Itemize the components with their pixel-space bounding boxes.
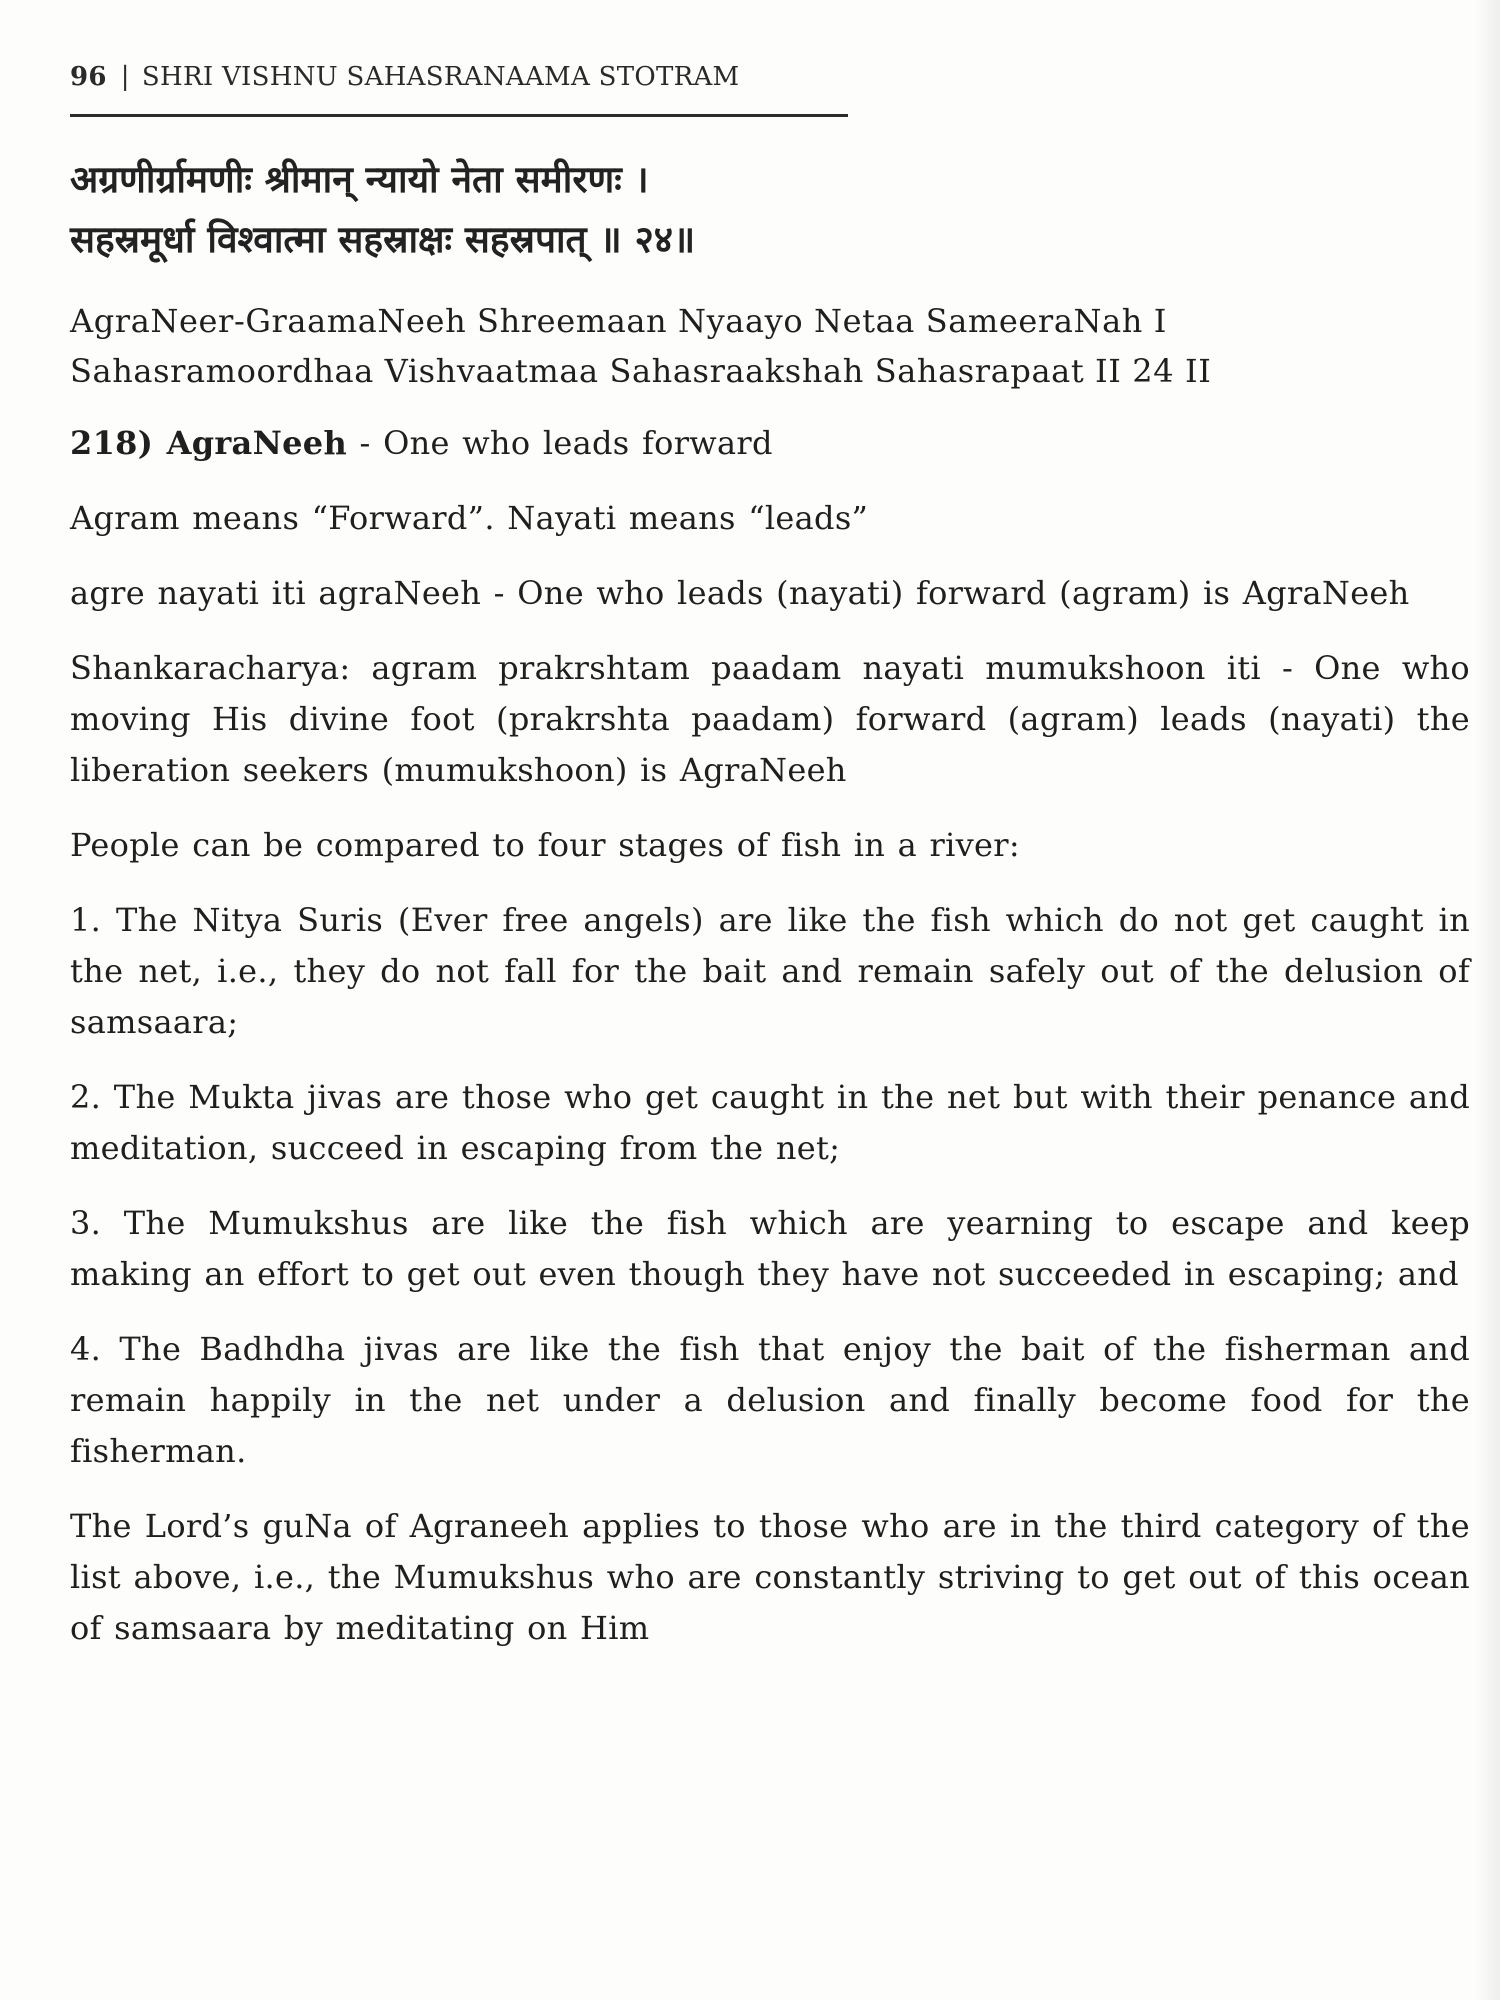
list-item: 1. The Nitya Suris (Ever free angels) are like the fish which do not get caught in the net, i.e., they do not fall for the bait and remain safely out of the delusion of samsaara; (70, 901, 1470, 1041)
entry-name: 218) AgraNeeh (70, 424, 348, 462)
transliteration-line-2: Sahasramoordhaa Vishvaatmaa Sahasraakshah Sahasrapaat II 24 II (70, 352, 1212, 390)
book-title: SHRI VISHNU SAHASRANAAMA STOTRAM (141, 62, 740, 92)
page-number: 96 (70, 62, 107, 92)
paragraph: Shankaracharya: agram prakrshtam paadam nayati mumukshoon iti - One who moving His divine foot (prakrshta paadam) forward (agram) leads (nayati) the liberation seekers (mumukshoon) is AgraNeeh (70, 649, 1470, 789)
list-item: 4. The Badhdha jivas are like the fish that enjoy the bait of the fisherman and remain happily in the net under a delusion and finally become food for the fisherman. (70, 1330, 1470, 1470)
verse-transliteration (70, 296, 1470, 396)
transliteration-line-1: AgraNeer-GraamaNeeh Shreemaan Nyaayo Netaa SameeraNah I (70, 302, 1167, 340)
page-content (70, 150, 1470, 1678)
paragraph: People can be compared to four stages of fish in a river: (70, 826, 1020, 864)
scan-edge-shadow (1474, 0, 1500, 2000)
header-separator: | (120, 62, 130, 92)
list-item: 3. The Mumukshus are like the fish which are yearning to escape and keep making an effort to get out even though they have not succeeded in escaping; and (70, 1204, 1470, 1293)
entry-heading (70, 418, 1470, 469)
paragraph: Agram means “Forward”. Nayati means “leads” (70, 499, 869, 537)
verse-line-1: अग्रणीर्ग्रामणीः श्रीमान् न्यायो नेता समीरणः । (70, 158, 649, 201)
verse-line-2: सहस्रमूर्धा विश्वात्मा सहस्राक्षः सहस्रपात् ॥ २४॥ (70, 218, 696, 261)
paragraph: The Lord’s guNa of Agraneeh applies to those who are in the third category of the list above, i.e., the Mumukshus who are constantly striving to get out of this ocean of samsaara by meditating on Him (70, 1507, 1470, 1647)
list-item: 2. The Mukta jivas are those who get caught in the net but with their penance and meditation, succeed in escaping from the net; (70, 1078, 1470, 1167)
paragraph: agre nayati iti agraNeeh - One who leads (nayati) forward (agram) is AgraNeeh (70, 574, 1410, 612)
entry-meaning: - One who leads forward (347, 424, 773, 462)
running-header (70, 62, 848, 117)
sanskrit-verse (70, 150, 1470, 270)
